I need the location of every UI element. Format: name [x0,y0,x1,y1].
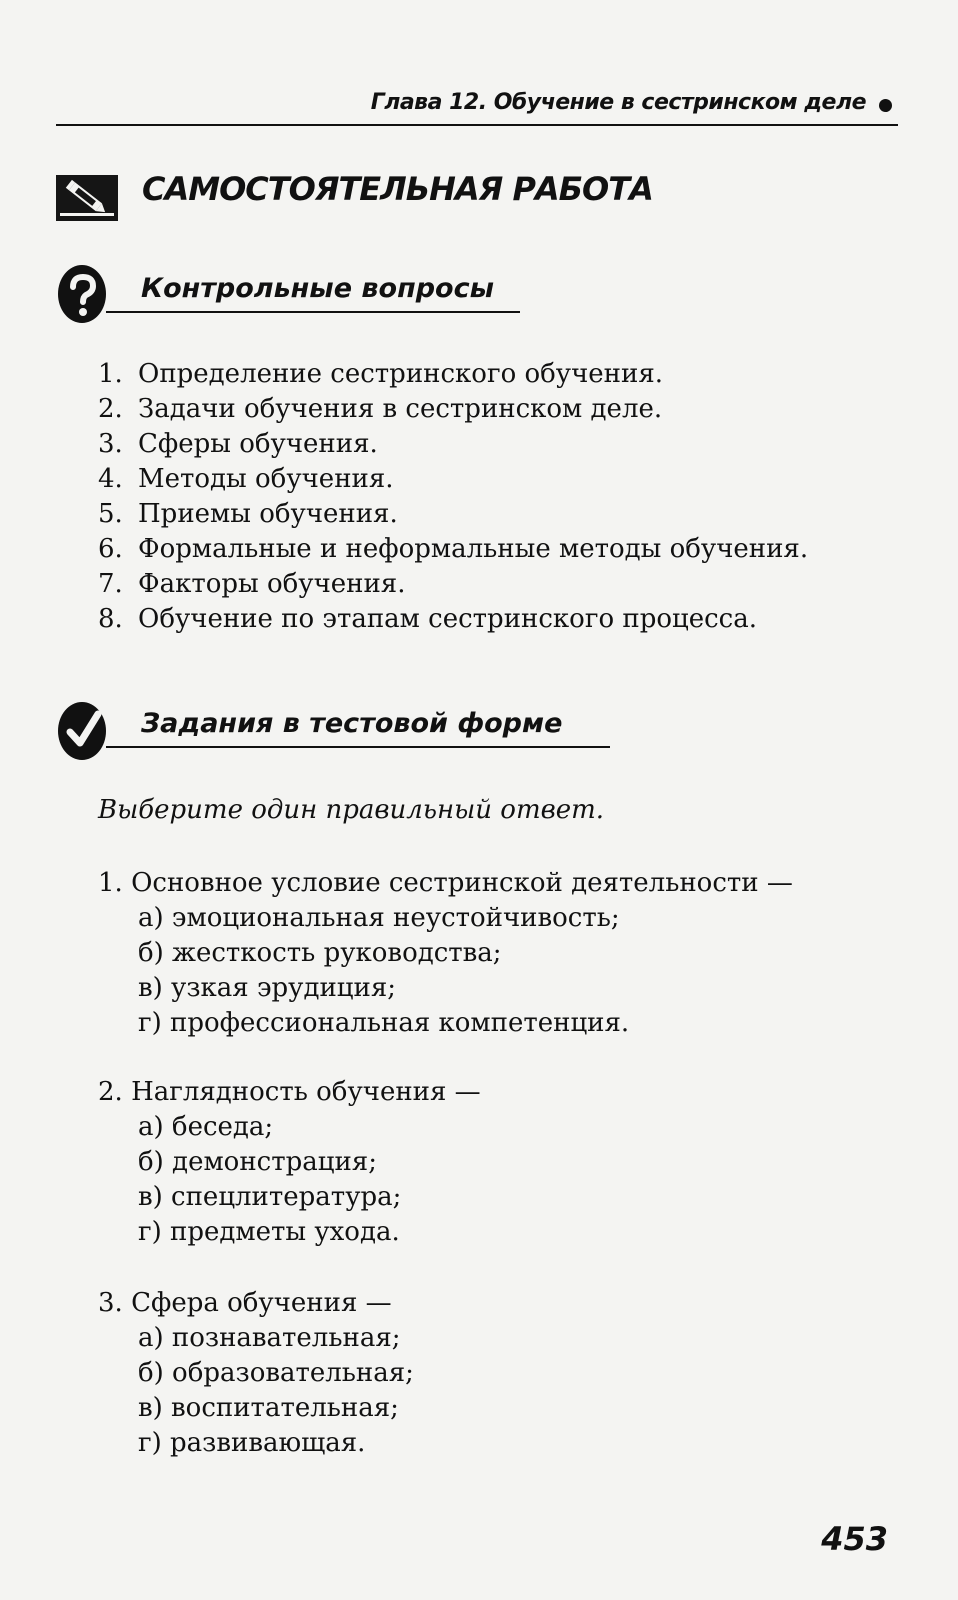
test-question [98,866,793,1041]
list-item: 7. Факторы обучения. [98,569,406,599]
answer-option: г) развивающая. [138,1428,366,1458]
section-title: САМОСТОЯТЕЛЬНАЯ РАБОТА [142,170,653,208]
question-stem: 1. Основное условие сестринской деятельности — [98,868,793,898]
list-item: 4. Методы обучения. [98,464,394,494]
answer-option: б) образовательная; [138,1358,414,1388]
answer-option: а) беседа; [138,1112,274,1142]
list-item: 8. Обучение по этапам сестринского процесса. [98,604,757,634]
answer-option: а) эмоциональная неустойчивость; [138,903,620,933]
test-question [98,1075,481,1250]
answer-option: а) познавательная; [138,1323,401,1353]
list-item: 2. Задачи обучения в сестринском деле. [98,394,663,424]
answer-option: г) предметы ухода. [138,1217,400,1247]
heading-underline [106,311,520,313]
control-questions-title: Контрольные вопросы [141,273,495,304]
test-tasks-title: Задания в тестовой форме [141,708,563,739]
bullet-icon [879,99,892,112]
list-item: 1. Определение сестринского обучения. [98,359,663,389]
answer-option: б) жесткость руководства; [138,938,502,968]
answer-option: в) спецлитература; [138,1182,402,1212]
answer-option: б) демонстрация; [138,1147,377,1177]
test-question [98,1286,414,1461]
page-number: 453 [821,1520,888,1558]
answer-option: в) воспитательная; [138,1393,399,1423]
answer-option: в) узкая эрудиция; [138,973,396,1003]
answer-option: г) профессиональная компетенция. [138,1008,630,1038]
check-icon [56,700,110,762]
instruction: Выберите один правильный ответ. [98,795,605,825]
question-stem: 2. Наглядность обучения — [98,1077,481,1107]
control-questions-list [98,357,808,637]
list-item: 5. Приемы обучения. [98,499,398,529]
list-item: 3. Сферы обучения. [98,429,378,459]
running-header [56,84,898,126]
list-item: 6. Формальные и неформальные методы обучения. [98,534,809,564]
question-stem: 3. Сфера обучения — [98,1288,392,1318]
pencil-icon [56,175,118,221]
running-title: Глава 12. Обучение в сестринском деле [370,90,866,115]
heading-underline [106,746,610,748]
question-icon [56,264,110,326]
